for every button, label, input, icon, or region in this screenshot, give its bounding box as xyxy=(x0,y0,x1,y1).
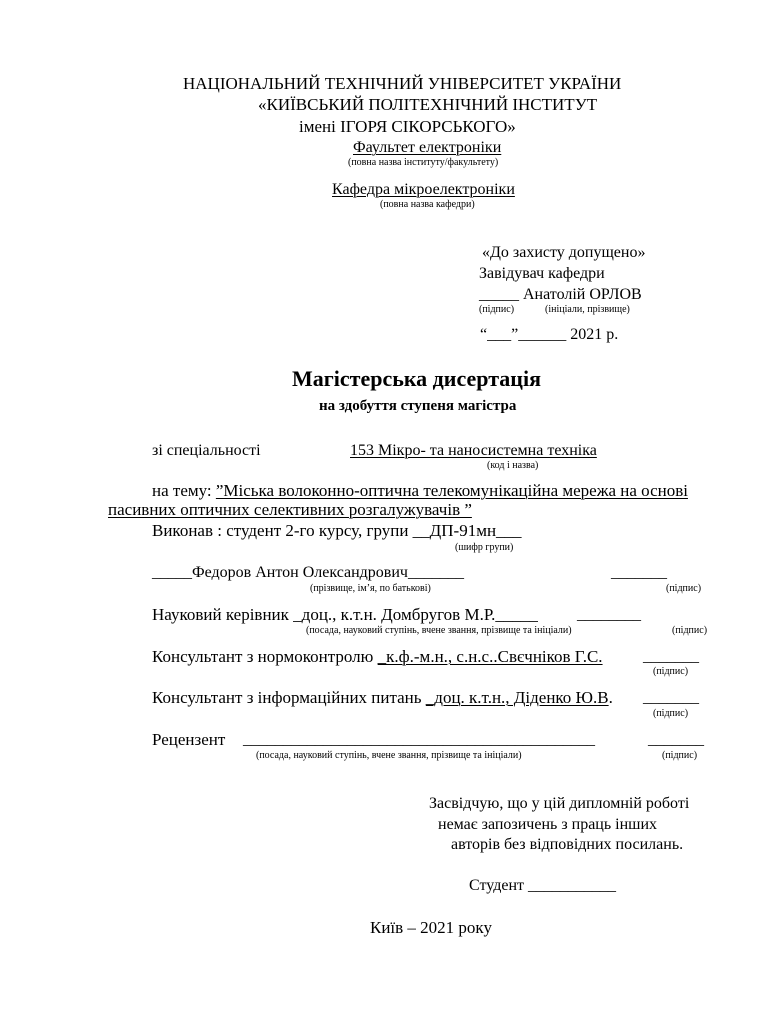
reviewer-caption: (посада, науковий ступінь, вчене звання, прізвище та ініціали) xyxy=(256,750,522,761)
specialty-value: 153 Мікро- та наносистемна техніка xyxy=(350,442,597,459)
group-code: __ДП-91мн___ xyxy=(412,521,522,540)
head-signature-caption: (підпис) xyxy=(479,304,515,315)
reviewer-blank: ____________________________________________ xyxy=(243,731,595,748)
city-year: Київ – 2021 року xyxy=(370,918,492,937)
head-signature-blank: _____ xyxy=(479,286,519,303)
approval-title: «До захисту допущено» xyxy=(482,244,646,261)
certification-line-1: Засвідчую, що у цій дипломній роботі xyxy=(429,795,690,812)
supervisor-line xyxy=(152,605,538,625)
reviewer-signature-caption: (підпис) xyxy=(662,750,698,761)
info-consultant-period: . xyxy=(608,688,613,707)
document-title: Магістерська дисертація xyxy=(292,366,541,391)
topic-title-part-2: пасивних оптичних селективних розгалужувачів ” xyxy=(108,500,472,519)
supervisor-caption: (посада, науковий ступінь, вчене звання, прізвище та ініціали) xyxy=(306,625,572,636)
supervisor-value: _доц., к.т.н. Домбругов М.Р._____ xyxy=(293,605,538,624)
performer-label: Виконав : студент 2-го курсу, групи xyxy=(152,521,409,540)
head-name-caption: (ініціали, прізвище) xyxy=(545,304,630,315)
department-head-line xyxy=(479,285,642,304)
supervisor-signature-caption: (підпис) xyxy=(672,625,708,636)
approval-date: “___”______ 2021 р. xyxy=(480,326,619,343)
student-signature-caption: (підпис) xyxy=(666,583,702,594)
department-name: Кафедра мікроелектроніки xyxy=(332,181,515,198)
supervisor-signature-blank: ________ xyxy=(577,606,641,623)
student-name-caption: (прізвище, ім’я, по батькові) xyxy=(310,583,431,594)
norm-consultant-value: _к.ф.-м.н., с.н.с..Свєчніков Г.С. xyxy=(377,647,603,666)
info-consultant-value: _доц. к.т.н., Діденко Ю.В xyxy=(425,688,609,707)
info-consultant-signature-blank: _______ xyxy=(643,689,699,706)
info-consultant-line xyxy=(152,688,613,708)
student-signature-line: Студент ___________ xyxy=(469,877,617,894)
performer-line xyxy=(152,521,522,541)
certification-line-3: авторів без відповідних посилань. xyxy=(451,836,684,853)
certification-line-2: немає запозичень з праць інших xyxy=(438,816,658,833)
institute-name: «КИЇВСЬКИЙ ПОЛІТЕХНІЧНИЙ ІНСТИТУТ xyxy=(258,95,598,114)
document-subtitle: на здобуття ступеня магістра xyxy=(319,398,517,414)
topic-label: на тему: xyxy=(152,481,212,500)
topic-line-1 xyxy=(152,481,688,501)
info-consultant-label: Консультант з інформаційних питань xyxy=(152,688,422,707)
student-name: _____Федоров Антон Олександрович_______ xyxy=(152,564,464,581)
reviewer-signature-blank: _______ xyxy=(648,731,704,748)
student-signature-blank: _______ xyxy=(611,564,667,581)
department-head-name: Анатолій ОРЛОВ xyxy=(523,286,642,303)
norm-consultant-signature-blank: _______ xyxy=(643,648,699,665)
norm-consultant-label: Консультант з нормоконтролю xyxy=(152,647,374,666)
norm-consultant-signature-caption: (підпис) xyxy=(653,666,689,677)
faculty-name: Фаультет електроніки xyxy=(353,139,502,156)
institute-named-after: імені ІГОРЯ СІКОРСЬКОГО» xyxy=(299,117,516,136)
norm-consultant-line xyxy=(152,647,603,667)
specialty-label: зі спеціальності xyxy=(152,442,261,459)
info-consultant-signature-caption: (підпис) xyxy=(653,708,689,719)
department-caption: (повна назва кафедри) xyxy=(380,199,475,210)
university-name: НАЦІОНАЛЬНИЙ ТЕХНІЧНИЙ УНІВЕРСИТЕТ УКРАЇНИ xyxy=(183,74,622,93)
faculty-caption: (повна назва інституту/факультету) xyxy=(348,157,499,168)
reviewer-label: Рецензент xyxy=(152,730,226,749)
topic-title-part-1: ”Міська волоконно-оптична телекомунікаційна мережа на основі xyxy=(215,481,688,500)
group-caption: (шифр групи) xyxy=(455,542,514,553)
department-head-label: Завідувач кафедри xyxy=(479,265,605,282)
supervisor-label: Науковий керівник xyxy=(152,605,289,624)
specialty-caption: (код і назва) xyxy=(487,460,539,471)
